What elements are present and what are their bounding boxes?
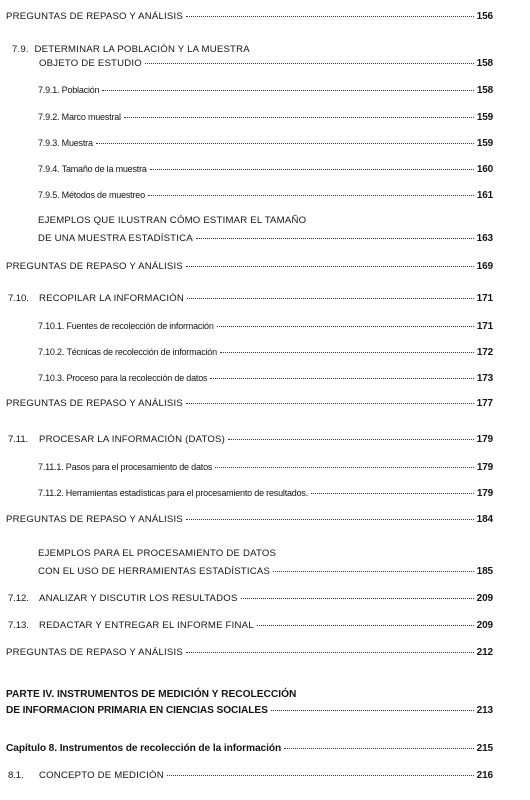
toc-entry-number: 7.9.5.: [38, 190, 60, 200]
dot-leader: [150, 169, 474, 170]
toc-page-number: 177: [476, 398, 493, 409]
toc-entry-title: Población: [61, 85, 100, 95]
toc-entry-number: 7.9.4.: [38, 164, 60, 174]
toc-entry-number: 7.10.: [8, 293, 29, 304]
toc-entry-7-11[interactable]: [8, 434, 493, 446]
toc-entry-7-9-1[interactable]: [38, 84, 493, 97]
toc-entry-review-156[interactable]: [6, 11, 493, 23]
toc-entry-7-9-4[interactable]: [38, 163, 493, 176]
toc-entry-7-10-2[interactable]: [38, 346, 493, 359]
dot-leader: [228, 439, 474, 440]
dot-leader: [311, 493, 474, 494]
toc-page-number: 209: [476, 620, 493, 631]
toc-entry-title: EJEMPLOS QUE ILUSTRAN CÓMO ESTIMAR EL TAMAÑO: [38, 215, 307, 226]
toc-entry-title: PREGUNTAS DE REPASO Y ANÁLISIS: [6, 514, 183, 525]
toc-entry-number: 7.10.1.: [38, 321, 65, 331]
toc-entry-review-184[interactable]: [6, 514, 493, 526]
toc-entry-title: REDACTAR Y ENTREGAR EL INFORME FINAL: [39, 620, 254, 631]
dot-leader: [124, 117, 474, 118]
toc-page-number: 215: [476, 743, 493, 754]
dot-leader: [241, 598, 474, 599]
toc-entry-number: 8.1.: [8, 770, 24, 781]
toc-entry-title-continued: OBJETO DE ESTUDIO: [39, 58, 142, 69]
dot-leader: [186, 266, 474, 267]
toc-page-number: 163: [476, 233, 493, 244]
toc-page-number: 169: [476, 261, 493, 272]
toc-entry-review-212[interactable]: [6, 647, 493, 659]
toc-page-number: 171: [476, 321, 493, 332]
toc-entry-title: Fuentes de recolección de información: [66, 321, 214, 331]
toc-entry-part-iv-line1[interactable]: [6, 689, 296, 701]
toc-entry-title: PROCESAR LA INFORMACIÓN (DATOS): [39, 434, 226, 445]
toc-entry-number: 7.12.: [8, 593, 29, 604]
toc-page-number: 179: [476, 462, 493, 473]
toc-entry-title-continued: DE UNA MUESTRA ESTADÍSTICA: [38, 233, 193, 244]
toc-page-number: 179: [476, 488, 493, 499]
toc-entry-title: Técnicas de recolección de información: [66, 347, 217, 357]
toc-page-number: 179: [476, 434, 493, 445]
toc-entry-title: RECOPILAR LA INFORMACIÓN: [39, 293, 185, 304]
toc-entry-examples-185-line1[interactable]: [38, 548, 276, 560]
toc-entry-7-11-1[interactable]: [38, 461, 493, 474]
toc-entry-examples-163[interactable]: [38, 233, 493, 245]
dot-leader: [145, 63, 474, 64]
dot-leader: [186, 519, 474, 520]
dot-leader: [196, 238, 474, 239]
dot-leader: [186, 403, 474, 404]
toc-entry-7-12[interactable]: [8, 593, 493, 605]
toc-entry-title: DETERMINAR LA POBLACIÓN Y LA MUESTRA: [34, 44, 250, 55]
toc-entry-title: Pasos para el procesamiento de datos: [65, 462, 213, 472]
toc-page-number: 209: [476, 593, 493, 604]
dot-leader: [257, 625, 474, 626]
toc-entry-7-9[interactable]: [39, 58, 493, 70]
toc-entry-7-9-line1[interactable]: [12, 44, 250, 56]
toc-page-number: 161: [476, 190, 493, 201]
dot-leader: [284, 748, 474, 749]
toc-entry-title: Muestra: [61, 138, 93, 148]
toc-entry-number: 7.11.: [8, 434, 29, 445]
toc-entry-title: Herramientas estadísticas para el procesamiento de resultados.: [65, 488, 309, 498]
dot-leader: [102, 90, 474, 91]
toc-page-number: 158: [476, 85, 493, 96]
toc-page-number: 212: [476, 647, 493, 658]
toc-page-number: 173: [476, 373, 493, 384]
dot-leader: [96, 143, 474, 144]
toc-page-number: 158: [476, 58, 493, 69]
toc-entry-7-13[interactable]: [8, 620, 493, 632]
toc-entry-7-10[interactable]: [8, 293, 493, 305]
toc-entry-number: 7.9.3.: [38, 138, 60, 148]
toc-page-number: 160: [476, 164, 493, 175]
toc-entry-number: 7.9.1.: [38, 85, 60, 95]
toc-entry-7-9-5[interactable]: [38, 189, 493, 202]
toc-entry-number: 7.11.1.: [38, 462, 64, 472]
toc-entry-examples-163-line1[interactable]: [38, 215, 306, 227]
toc-page-number: 172: [476, 347, 493, 358]
toc-entry-title: Proceso para la recolección de datos: [66, 373, 208, 383]
toc-entry-8-1[interactable]: [8, 770, 493, 782]
dot-leader: [215, 467, 474, 468]
toc-entry-7-10-3[interactable]: [38, 372, 493, 385]
toc-page-number: 213: [476, 705, 493, 716]
toc-entry-title: PREGUNTAS DE REPASO Y ANÁLISIS: [6, 398, 183, 409]
toc-entry-title: Tamaño de la muestra: [61, 164, 147, 174]
toc-entry-review-177[interactable]: [6, 398, 493, 410]
toc-entry-review-169[interactable]: [6, 261, 493, 273]
toc-entry-7-9-3[interactable]: [38, 137, 493, 150]
dot-leader: [167, 775, 474, 776]
toc-chapter-title: Capítulo 8. Instrumentos de recolección de la información: [6, 743, 282, 754]
toc-entry-title: EJEMPLOS PARA EL PROCESAMIENTO DE DATOS: [38, 548, 277, 559]
toc-entry-7-11-2[interactable]: [38, 487, 493, 500]
dot-leader: [187, 298, 474, 299]
toc-entry-number: 7.10.3.: [38, 373, 65, 383]
toc-page-number: 159: [476, 112, 493, 123]
toc-entry-number: 7.10.2.: [38, 347, 65, 357]
toc-entry-title: PREGUNTAS DE REPASO Y ANÁLISIS: [6, 261, 183, 272]
toc-entry-chapter-8[interactable]: [6, 743, 493, 755]
toc-page-number: 216: [476, 770, 493, 781]
toc-entry-part-iv[interactable]: [6, 705, 493, 717]
dot-leader: [271, 710, 474, 711]
dot-leader: [186, 652, 474, 653]
toc-page-number: 185: [476, 566, 493, 577]
toc-part-title: PARTE IV. INSTRUMENTOS DE MEDICIÓN Y RECOLECCIÓN: [6, 689, 297, 700]
dot-leader: [217, 326, 474, 327]
toc-entry-7-9-2[interactable]: [38, 111, 493, 124]
dot-leader: [210, 378, 474, 379]
toc-page-number: 171: [476, 293, 493, 304]
toc-entry-title: PREGUNTAS DE REPASO Y ANÁLISIS: [6, 647, 183, 658]
toc-entry-examples-185[interactable]: [38, 566, 493, 578]
dot-leader: [186, 16, 474, 17]
dot-leader: [273, 571, 474, 572]
dot-leader: [148, 195, 474, 196]
dot-leader: [220, 352, 474, 353]
toc-entry-title-continued: CON EL USO DE HERRAMIENTAS ESTADÍSTICAS: [38, 566, 271, 577]
toc-entry-title: ANALIZAR Y DISCUTIR LOS RESULTADOS: [39, 593, 238, 604]
toc-entry-title: Marco muestral: [61, 112, 121, 122]
toc-page-number: 159: [476, 138, 493, 149]
toc-entry-title: PREGUNTAS DE REPASO Y ANÁLISIS: [6, 11, 183, 22]
toc-page-number: 156: [476, 11, 493, 22]
toc-entry-title: CONCEPTO DE MEDICIÓN: [39, 770, 164, 781]
toc-part-title-continued: DE INFORMACIÓN PRIMARIA EN CIENCIAS SOCIALES: [6, 705, 268, 716]
toc-entry-7-10-1[interactable]: [38, 320, 493, 333]
toc-entry-number: 7.11.2.: [38, 488, 64, 498]
toc-entry-number: 7.9.: [12, 44, 29, 55]
toc-entry-number: 7.13.: [8, 620, 29, 631]
toc-entry-number: 7.9.2.: [38, 112, 60, 122]
toc-page-number: 184: [476, 514, 493, 525]
toc-entry-title: Métodos de muestreo: [61, 190, 145, 200]
